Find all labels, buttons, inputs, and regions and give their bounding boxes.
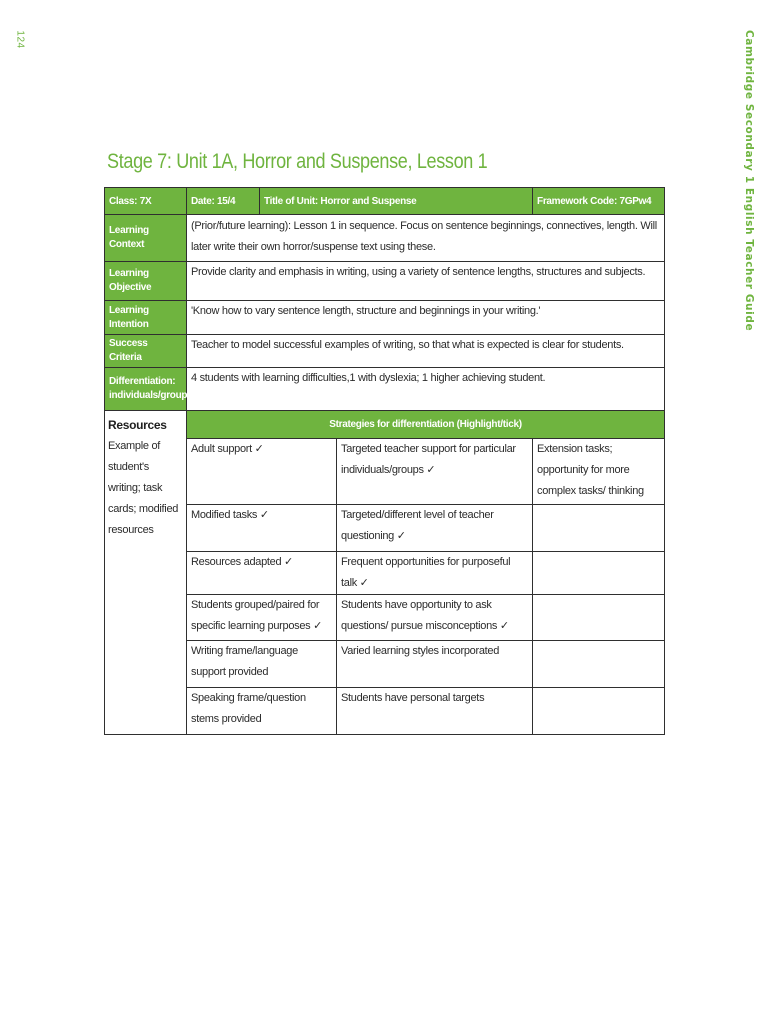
lesson-title: Stage 7: Unit 1A, Horror and Suspense, Lesson 1 [107, 150, 488, 173]
strategy-cell: Adult support ✓ [187, 439, 337, 505]
strategy-cell [533, 505, 665, 552]
strategy-cell [533, 688, 665, 735]
success-criteria-row [105, 335, 665, 368]
strategy-cell: Targeted teacher support for particular individuals/groups ✓ [337, 439, 533, 505]
page-number: 124 [14, 30, 26, 49]
strategy-cell: Speaking frame/question stems provided [187, 688, 337, 735]
strategies-header: Strategies for differentiation (Highlight/tick) [187, 411, 665, 439]
lesson-plan-table [104, 187, 665, 735]
strategy-cell: Extension tasks; opportunity for more complex tasks/ thinking [533, 439, 665, 505]
date-cell: Date: 15/4 [187, 188, 260, 215]
strategy-row [105, 641, 665, 688]
strategy-cell [533, 595, 665, 641]
strategy-cell: Modified tasks ✓ [187, 505, 337, 552]
strategy-row [105, 505, 665, 552]
header-row [105, 188, 665, 215]
strategy-cell: Varied learning styles incorporated [337, 641, 533, 688]
row-label: Differentiation: individuals/groups [105, 368, 187, 411]
guide-side-title: Cambridge Secondary 1 English Teacher Guide [743, 30, 755, 332]
strategy-cell: Students grouped/paired for specific learning purposes ✓ [187, 595, 337, 641]
resources-title: Resources [108, 418, 167, 432]
row-label: Learning Intention [105, 301, 187, 335]
strategy-row [105, 439, 665, 505]
row-text: 'Know how to vary sentence length, structure and beginnings in your writing.' [187, 301, 665, 335]
learning-intention-row [105, 301, 665, 335]
resources-cell [105, 411, 187, 735]
strategy-cell: Frequent opportunities for purposeful talk ✓ [337, 552, 533, 595]
row-text: (Prior/future learning): Lesson 1 in sequence. Focus on sentence beginnings, connectives, length. Will later write their own horror/suspense text using these. [187, 215, 665, 262]
resources-text: Example of student's writing; task cards; modified resources [108, 440, 179, 536]
strategy-cell [533, 641, 665, 688]
learning-objective-row [105, 262, 665, 301]
row-text: Provide clarity and emphasis in writing, using a variety of sentence lengths, structures and subjects. [187, 262, 665, 301]
row-label: Success Criteria [105, 335, 187, 368]
row-label: Learning Context [105, 215, 187, 262]
row-label: Learning Objective [105, 262, 187, 301]
unit-title-cell: Title of Unit: Horror and Suspense [260, 188, 533, 215]
strategy-cell: Targeted/different level of teacher questioning ✓ [337, 505, 533, 552]
strategy-row [105, 595, 665, 641]
strategy-cell: Students have opportunity to ask questions/ pursue misconceptions ✓ [337, 595, 533, 641]
strategy-row [105, 688, 665, 735]
framework-code-cell: Framework Code: 7GPw4 [533, 188, 665, 215]
strategy-cell [533, 552, 665, 595]
strategy-cell: Writing frame/language support provided [187, 641, 337, 688]
strategy-cell: Students have personal targets [337, 688, 533, 735]
class-cell: Class: 7X [105, 188, 187, 215]
strategy-cell: Resources adapted ✓ [187, 552, 337, 595]
strategy-row [105, 552, 665, 595]
row-text: 4 students with learning difficulties,1 with dyslexia; 1 higher achieving student. [187, 368, 665, 411]
differentiation-row [105, 368, 665, 411]
row-text: Teacher to model successful examples of writing, so that what is expected is clear for students. [187, 335, 665, 368]
strategies-header-row [105, 411, 665, 439]
learning-context-row [105, 215, 665, 262]
